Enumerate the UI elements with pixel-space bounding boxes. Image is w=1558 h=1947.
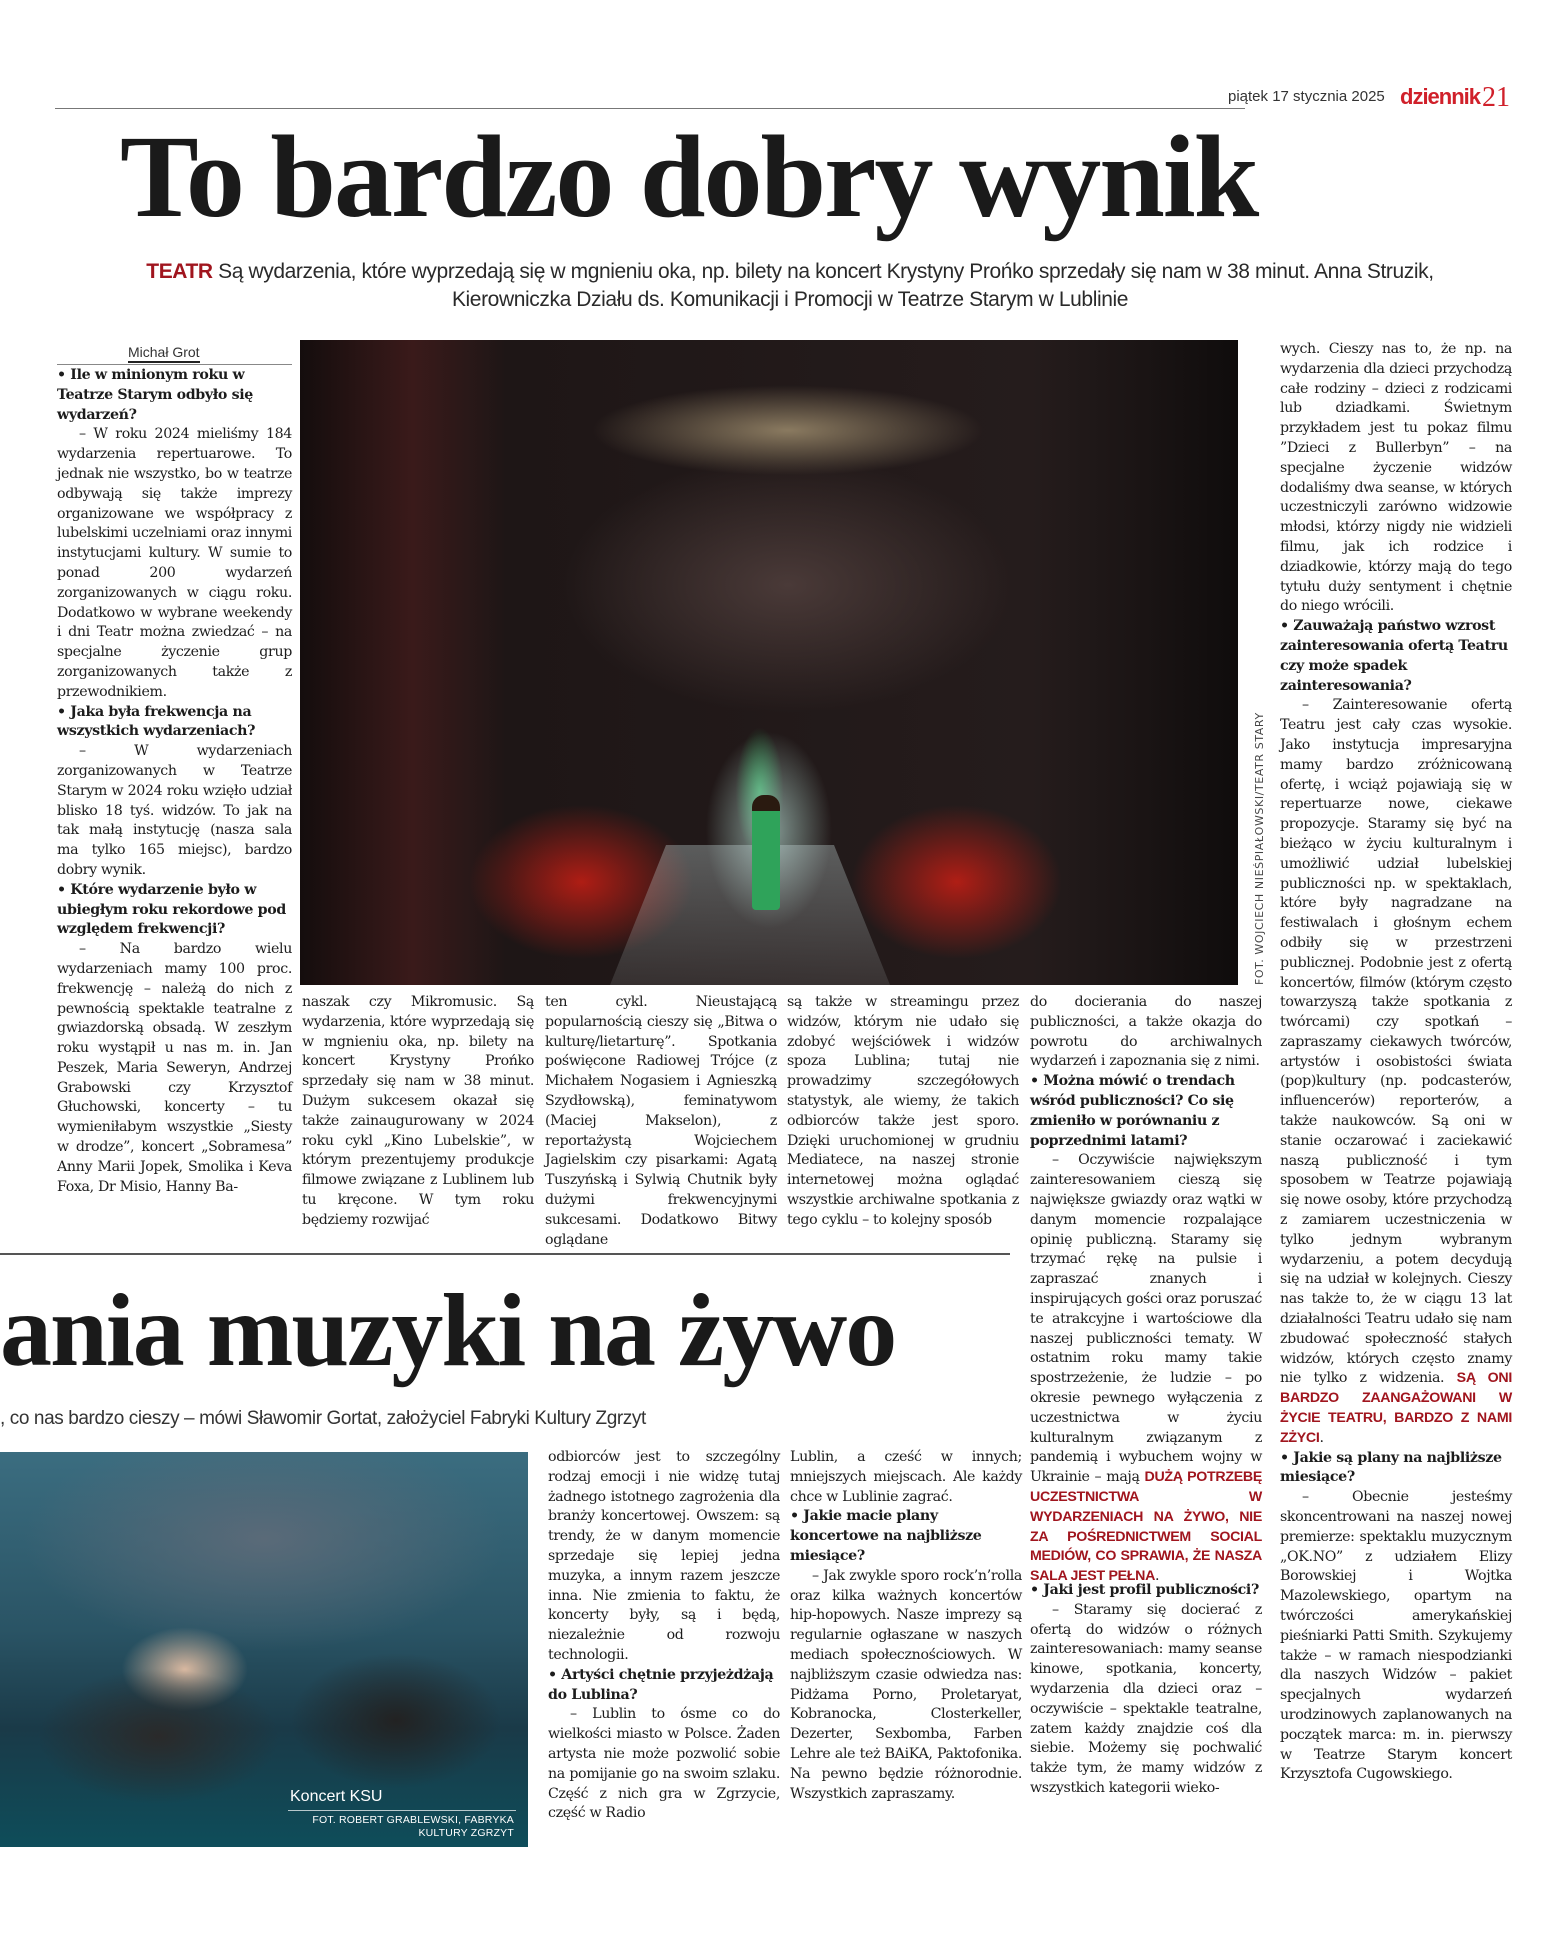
paragraph: wych. Cieszy nas to, że np. na wydarzenia dla dzieci przychodzą całe rodziny – dzieci z rodzicami lub dziadkami. Świetnym przykładem jest tu pokaz filmu ”Dzieci z Bullerbyn” – na specjalne życzenie widzów dodaliśmy dwa seanse, w których uczestniczyli zarówno widzowie młodsi, którzy nigdy nie widzieli filmu, jak ich rodzice i dziadkowie, którzy mają do tego tytułu duży sentyment i chętnie do niego wrócili. [1280, 341, 1512, 615]
paragraph: Lublin, a cześć w innych; mniejszych miejscach. Ale każdy chce w Lublinie zagrać. [790, 1449, 1022, 1505]
credit-line: FOT. ROBERT GRABLEWSKI, FABRYKA [312, 1814, 514, 1826]
stage-light [610, 845, 890, 985]
header-rule [55, 108, 1245, 109]
text-column-5b [1030, 1581, 1262, 1799]
question: • Które wydarzenie było w ubiegłym roku rekordowe pod względem frekwencji? [57, 881, 286, 938]
text-column-5 [1030, 993, 1262, 1587]
answer: – Staramy się docierać z ofertą do widzów o różnych zainteresowaniach: mamy seanse kinowe, spotkania, koncerty, wydarzenia dla dzieci oraz – oczywiście – spektakle teatralne, zatem każdy znajdzie coś dla siebie. Możemy się pochwalić także tym, że mamy widzów z wszystkich kategorii wieko- [1030, 1601, 1262, 1796]
question: • Ile w minionym roku w Teatrze Starym odbyło się wydarzeń? [57, 367, 253, 423]
article2-lead: , co nas bardzo cieszy – mówi Sławomir Gortat, założyciel Fabryki Kultury Zgrzyt [0, 1408, 646, 1429]
answer: – Jak zwykle sporo rock’n’rolla oraz kilka ważnych koncertów hip-hopowych. Nasze imprezy są regularnie ogłaszane w naszych mediach społecznościowych. W najbliższym czasie odwiedza nas: Pidżama Porno, Proletaryat, Kobranocka, Closterkeller, Dezerter, Sexbomba, Farben Lehre ale też BAiKA, Paktofonika. Na pewno będzie różnorodnie. Wszystkich zapraszamy. [790, 1567, 1022, 1802]
page-number: 21 [1482, 82, 1510, 113]
credit-line: KULTURY ZGRZYT [418, 1827, 514, 1839]
answer: – Oczywiście największym zainteresowaniem cieszą się największe gwiazdy oraz wątki w danym momencie rozpalające opinię publiczną. Staramy się trzymać rękę na pulsie i zapraszać znanych i inspirujących gości oraz poruszać te atrakcyjne i wartościowe dla naszej publiczności tematy. W ostatnim roku mamy takie spostrzeżenie, że ludzie – po okresie pewnego wyłączenia z uczestnictwa w życiu kulturalnym związanym z pandemią i wybuchem wojny w Ukrainie – mają DUŻĄ POTRZEBĘ UCZESTNICTWA W WYDARZENIACH NA ŻYWO, NIE ZA POŚREDNICTWEM SOCIAL MEDIÓW, CO SPRAWIA, ŻE NASZA SALA JEST PEŁNA. [1030, 1152, 1262, 1585]
answer: – Lublin to ósme co do wielkości miasto w Polsce. Żaden artysta nie może pozwolić sobie na pomijanie go na swoim szlaku. Część z nich gra w Zgrzycie, część w Radio [548, 1706, 780, 1822]
paragraph: do docierania do naszej publiczności, a także okazja do powrotu do archiwalnych wydarzeń i zapoznania się z nimi. [1030, 994, 1262, 1070]
answer-text: – Zainteresowanie ofertą Teatru jest cały czas wysokie. Jako instytucja impresaryjna mamy bardzo zróżnicowaną ofertę, i wciąż pojawiają się w repertuarze nowe, ciekawe propozycje. Staramy się być na bieżąco w życiu kulturalnym i umożliwić udział lubelskiej publiczności np. w spektaklach, które były nagradzane na festiwalach i głośnym echem odbiły się w przestrzeni publicznej. Podobnie jest z ofertą koncertów, filmów (którym często towarzyszą także spotkania z twórcami) czy spotkań – zapraszamy ciekawych twórców, artystów i osobistości świata (pop)kultury (np. podcasterów, influencerów) reporterów, a także naukowców. Są oni w stanie oczarować i zaciekawić naszą publiczność i tym sposobem w Teatrze pojawiają się nowe osoby, które przychodzą z zamiarem uczestniczenia w tylko jednym wybranym wydarzeniu, a potem decydują się na udział w kolejnych. Cieszy nas także to, że w ciągu 13 lat działalności Teatru udało się nam zbudować społeczność stałych widzów, których często znamy nie tylko z widzenia. [1280, 697, 1512, 1387]
answer: – W wydarzeniach zorganizowanych w Teatrze Starym w 2024 roku wzięło udział blisko 18 tyś. widzów. To jak na tak małą instytucję (nasza sala ma tylko 165 miejsc), bardzo dobry wynik. [57, 743, 292, 878]
text-column-1 [57, 366, 292, 1197]
answer: – Zainteresowanie ofertą Teatru jest cały czas wysokie. Jako instytucja impresaryjna mamy bardzo zróżnicowaną ofertę, i wciąż pojawiają się w repertuarze nowe, ciekawe propozycje. Staramy się być na bieżąco w życiu kulturalnym i umożliwić udział lubelskiej publiczności np. w spektaklach, które były nagradzane na festiwalach i głośnym echem odbiły się w przestrzeni publicznej. Podobnie jest z ofertą koncertów, filmów (którym często towarzyszą także spotkania z twórcami) czy spotkań – zapraszamy ciekawych twórców, artystów i osobistości świata (pop)kultury (np. podcasterów, influencerów) reporterów, a także naukowców. Są oni w stanie oczarować i zaciekawić naszą publiczność i tym sposobem w Teatrze pojawiają się nowe osoby, które przychodzą z zamiarem uczestniczenia w tylko jednym wybranym wydarzeniu, a potem decydują się na udział w kolejnych. Cieszy nas także to, że w ciągu 13 lat działalności Teatru udało się nam zbudować społeczność stałych widzów, których często znamy nie tylko z widzenia. SĄ ONI BARDZO ZAANGAŻOWANI W ŻYCIE TEATRU, BARDZO Z NAMI ZŻYCI. [1280, 697, 1513, 1446]
question: • Jakie są plany na najbliższe miesiące? [1280, 1449, 1502, 1486]
photo-credit: FOT. WOJCIECH NIEŚPIAŁOWSKI/TEATR STARY [1253, 712, 1266, 985]
text-column-8 [790, 1448, 1022, 1804]
text-column-3 [545, 993, 777, 1250]
caption-rule [288, 1810, 516, 1811]
text-column-6 [1280, 340, 1512, 1785]
article2-headline: ania muzyki na żywo [0, 1273, 896, 1388]
byline: Michał Grot [128, 344, 200, 363]
paragraph: naszak czy Mikromusic. Są wydarzenia, które wyprzedają się w mgnieniu oka, np. bilety na koncert Krystyny Prońko sprzedały się nam w 38 minut. Dużym sukcesem okazał się także zainaugurowany w 2024 roku cykl „Kino Lubelskie”, w którym prezentujemy produkcje filmowe związane z Lublinem lub tu kręcone. W tym roku będziemy rozwijać [302, 994, 534, 1228]
section-kicker: TEATR [146, 260, 213, 283]
question: • Jaki jest profil publiczności? [1030, 1582, 1259, 1598]
question: • Można mówić o trendach wśród publiczności? Co się zmieniło w porównaniu z poprzednimi latami? [1030, 1073, 1235, 1149]
highlight-quote: SĄ ONI BARDZO ZAANGAŻOWANI W ŻYCIE TEATRU, BARDZO Z NAMI ZŻYCI [1280, 1370, 1513, 1446]
question: • Artyści chętnie przyjeżdżają do Lublina? [548, 1666, 774, 1703]
answer: – W roku 2024 mieliśmy 184 wydarzenia repertuarowe. To jednak nie wszystko, bo w teatrze odbywają się także imprezy organizowane we współpracy z lubelskimi uczelniami oraz innymi instytucjami kultury. W sumie to ponad 200 wydarzeń zorganizowanych w ciągu roku. Dodatkowo w wybrane weekendy i dni Teatr można zwiedzać – na specjalne życzenie grup zorganizowanych także z przewodnikiem. [57, 426, 292, 700]
paragraph: ten cykl. Nieustającą popularnością cieszy się „Bitwa o kulturę/lietarturę”. Spotkania poświęcone Radiowej Trójce (z Michałem Nogasiem i Agnieszką Szydłowską), feminatywom (Maciej Makselon), z reportażystą Wojciechem Jagielskim czy pisarkami: Agatą Tuszyńską i Sylwią Chutnik były dużymi frekwencyjnymi sukcesami. Dodatkowo Bitwy oglądane [545, 994, 777, 1248]
paragraph: są także w streamingu przez widzów, którym nie udało się zdobyć wejściówek i widzów spoza Lublina; tutaj nie prowadzimy szczegółowych statystyk, ale wiemy, że takich odbiorców także jest sporo. Dzięki uruchomionej w grudniu Mediatece, na naszej stronie internetowej można oglądać wszystkie archiwalne spotkania z tego cyklu – to kolejny sposób [787, 994, 1019, 1228]
photo-caption: Koncert KSU [290, 1788, 383, 1805]
article-lead [110, 258, 1470, 314]
question: • Jaka była frekwencja na wszystkich wydarzeniach? [57, 703, 256, 740]
text-column-2 [302, 993, 534, 1231]
issue-date: piątek 17 stycznia 2025 [1228, 88, 1385, 105]
singer-figure [752, 795, 780, 910]
theatre-concert-photo [300, 340, 1238, 985]
lead-text: Są wydarzenia, które wyprzedają się w mgnieniu oka, np. bilety na koncert Krystyny Prońko sprzedały się nam w 38 minut. Anna Struzik, Kierowniczka Działu ds. Komunikacji i Promocji w Teatrze Starym w Lublinie [212, 260, 1434, 311]
answer: – Obecnie jesteśmy skoncentrowani na naszej nowej premierze: spektaklu muzycznym „OK.NO” z udziałem Elizy Borowskiej i Wojtka Mazolewskiego, opartym na twórczości amerykańskiej pieśniarki Patti Smith. Szykujemy także – w ramach niespodzianki dla naszych Widzów – pakiet specjalnych wydarzeń urodzinowych zaplanowanych na początek marca: m. in. pierwszy w Teatrze Starym koncert Krzysztofa Cugowskiego. [1280, 1489, 1512, 1783]
text-column-7 [548, 1448, 780, 1824]
question: • Jakie macie plany koncertowe na najbliższe miesiące? [790, 1508, 982, 1564]
highlight-quote: DUŻĄ POTRZEBĘ UCZESTNICTWA W WYDARZENIACH NA ŻYWO, NIE ZA POŚREDNICTWEM SOCIAL MEDIÓW, CO SPRAWIA, ŻE NASZA SALA JEST PEŁNA [1030, 1469, 1262, 1585]
photo-credit [312, 1814, 514, 1840]
newspaper-logo: dziennik [1400, 84, 1481, 109]
answer: – Na bardzo wielu wydarzeniach mamy 100 proc. frekwencję – należą do nich z pewnością spektakle teatralne z gwiazdorską obsadą. W zeszłym roku wystąpił u nas m. in. Jan Peszek, Maria Seweryn, Andrzej Grabowski czy Krzysztof Głuchowski, koncerty – tu wymieniłabym wszystkie „Siesty w drodze”, koncert „Sobramesa” Anny Marii Jopek, Smolika i Keva Foxa, Dr Misio, Hanny Ba- [57, 941, 292, 1195]
text-column-4 [787, 993, 1019, 1231]
article-headline: To bardzo dobry wynik [120, 111, 1258, 242]
ksu-concert-photo [0, 1452, 528, 1847]
section-divider [0, 1253, 1010, 1255]
answer-text: – Oczywiście największym zainteresowaniem cieszą się największe gwiazdy oraz wątki w danym momencie rozpalające opinię publiczną. Staramy się trzymać rękę na pulsie i zapraszać znanych i inspirujących gości oraz poruszać te atrakcyjne i wartościowe dla naszej publiczności tematy. W ostatnim roku mamy takie spostrzeżenie, że ludzie – po okresie pewnego wyłączenia z uczestnictwa w życiu kulturalnym związanym z pandemią i wybuchem wojny w Ukrainie – mają [1030, 1152, 1262, 1486]
byline-rule [57, 364, 292, 365]
paragraph: odbiorców jest to szczególny rodzaj emocji i nie widzę tutaj żadnego istotnego zagrożenia dla branży koncertowej. Owszem: są trendy, że w danym momencie sprzedaje się lepiej jedna muzyka, a innym razem jeszcze inna. Nie zmienia to faktu, że koncerty były, są i będą, niezależnie od rozwoju technologii. [548, 1449, 780, 1663]
question: • Zauważają państwo wzrost zainteresowania ofertą Teatru czy może spadek zainteresowania? [1280, 618, 1508, 694]
